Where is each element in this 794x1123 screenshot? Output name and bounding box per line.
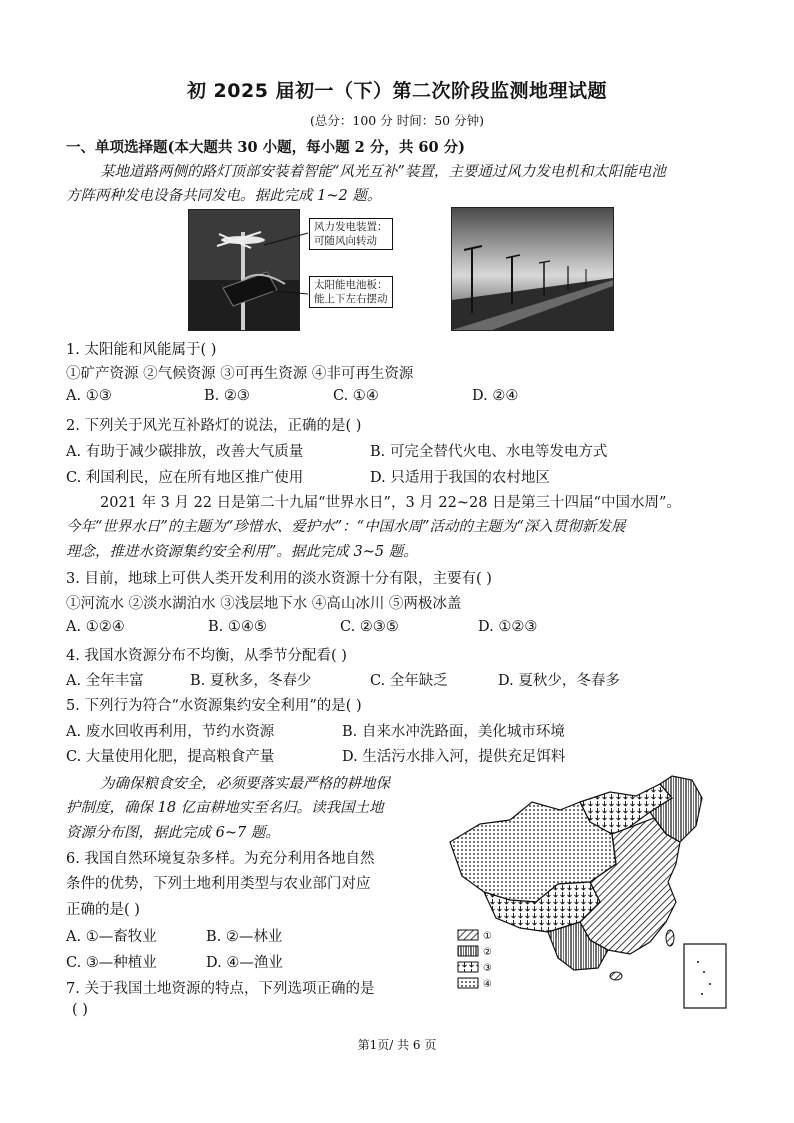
q6-option-c: C. ③—种植业 <box>66 955 157 971</box>
q3-option-d: D. ①②③ <box>478 619 538 635</box>
label-pointers <box>262 230 312 310</box>
exam-info: (总分：100 分 时间：50 分钟) <box>310 113 484 128</box>
intro1-line2: 方阵两种发电设备共同发电。据此完成 1~2 题。 <box>66 188 382 204</box>
q6-option-a: A. ①—畜牧业 <box>66 929 157 945</box>
q5-option-a: A. 废水回收再利用，节约水资源 <box>66 724 275 740</box>
q3-option-c: C. ②③⑤ <box>340 619 399 635</box>
page-footer: 第1页/ 共 6 页 <box>357 1038 437 1052</box>
intro3-line2: 护制度，确保 18 亿亩耕地实至名归。读我国土地 <box>66 800 384 816</box>
q1-option-a: A. ①③ <box>66 388 112 404</box>
china-land-resource-map <box>440 772 740 1022</box>
q2-option-c: C. 利国利民，应在所有地区推广使用 <box>66 470 304 486</box>
wind-label-line1: 风力发电装置： <box>314 221 388 233</box>
q1-option-d: D. ②④ <box>472 388 519 404</box>
q4-option-a: A. 全年丰富 <box>66 673 144 689</box>
q7-stem-line2: ( ) <box>72 1002 88 1018</box>
legend-label-2: ② <box>483 947 492 958</box>
legend-label-1: ① <box>483 931 492 942</box>
q4-option-c: C. 全年缺乏 <box>370 673 448 689</box>
wind-label-line2: 可随风向转动 <box>314 235 377 247</box>
q2-option-b: B. 可完全替代火电、水电等发电方式 <box>370 444 608 460</box>
q3-option-a: A. ①②④ <box>66 619 125 635</box>
q3-option-b: B. ①④⑤ <box>208 619 267 635</box>
page-title: 初 2025 届初一（下）第二次阶段监测地理试题 <box>186 80 608 102</box>
intro2-line3: 理念，推进水资源集约安全利用”。据此完成 3~5 题。 <box>66 544 418 560</box>
q6-option-d: D. ④—渔业 <box>206 955 283 971</box>
q6-stem-line1: 6. 我国自然环境复杂多样。为充分利用各地自然 <box>66 851 375 867</box>
q6-stem-line3: 正确的是( ) <box>66 902 140 918</box>
q4-stem: 4. 我国水资源分布不均衡，从季节分配看( ) <box>66 648 347 664</box>
q5-stem: 5. 下列行为符合“水资源集约安全利用”的是( ) <box>66 698 362 714</box>
section-heading: 一、单项选择题(本大题共 30 小题，每小题 2 分，共 60 分) <box>66 139 465 156</box>
intro1-line1: 某地道路两侧的路灯顶部安装着智能“风光互补”装置，主要通过风力发电机和太阳能电池 <box>100 164 666 180</box>
q7-stem-line1: 7. 关于我国土地资源的特点，下列选项正确的是 <box>66 981 375 997</box>
q3-stem: 3. 目前，地球上可供人类开发利用的淡水资源十分有限，主要有( ) <box>66 571 492 587</box>
q2-option-d: D. 只适用于我国的农村地区 <box>370 470 550 486</box>
q4-option-d: D. 夏秋少，冬春多 <box>498 673 620 689</box>
q3-items: ①河流水 ②淡水湖泊水 ③浅层地下水 ④高山冰川 ⑤两极冰盖 <box>66 596 462 612</box>
roadside-lamps-photo <box>451 207 614 331</box>
road-illustration <box>452 208 613 330</box>
solar-label-line2: 能上下左右摆动 <box>314 293 388 305</box>
q5-option-b: B. 自来水冲洗路面，美化城市环境 <box>342 724 565 740</box>
intro2-line2: 今年“世界水日”的主题为“珍惜水、爱护水”：“中国水周”活动的主题为“深入贯彻新发展 <box>66 519 626 535</box>
legend-label-4: ④ <box>483 979 492 990</box>
solar-panel-label <box>309 276 393 308</box>
q4-option-b: B. 夏秋多，冬春少 <box>190 673 312 689</box>
q6-stem-line2: 条件的优势，下列土地利用类型与农业部门对应 <box>66 876 371 892</box>
intro3-line3: 资源分布图，据此完成 6~7 题。 <box>66 825 280 841</box>
legend-label-3: ③ <box>483 963 492 974</box>
solar-label-line1: 太阳能电池板： <box>314 279 388 291</box>
q2-option-a: A. 有助于减少碳排放，改善大气质量 <box>66 444 304 460</box>
q1-items: ①矿产资源 ②气候资源 ③可再生资源 ④非可再生资源 <box>66 366 414 382</box>
q5-option-d: D. 生活污水排入河，提供充足饵料 <box>342 749 566 765</box>
q6-option-b: B. ②—林业 <box>206 929 283 945</box>
intro3-line1: 为确保粮食安全，必须要落实最严格的耕地保 <box>100 776 390 792</box>
q5-option-c: C. 大量使用化肥，提高粮食产量 <box>66 749 275 765</box>
q1-option-b: B. ②③ <box>204 388 250 404</box>
q2-stem: 2. 下列关于风光互补路灯的说法，正确的是( ) <box>66 418 362 434</box>
q1-option-c: C. ①④ <box>333 388 379 404</box>
wind-device-label <box>309 218 393 250</box>
intro2-line1: 2021 年 3 月 22 日是第二十九届“世界水日”，3 月 22~28 日是第三十四届“中国水周”。 <box>100 495 681 511</box>
q1-stem: 1. 太阳能和风能属于( ) <box>66 342 217 358</box>
